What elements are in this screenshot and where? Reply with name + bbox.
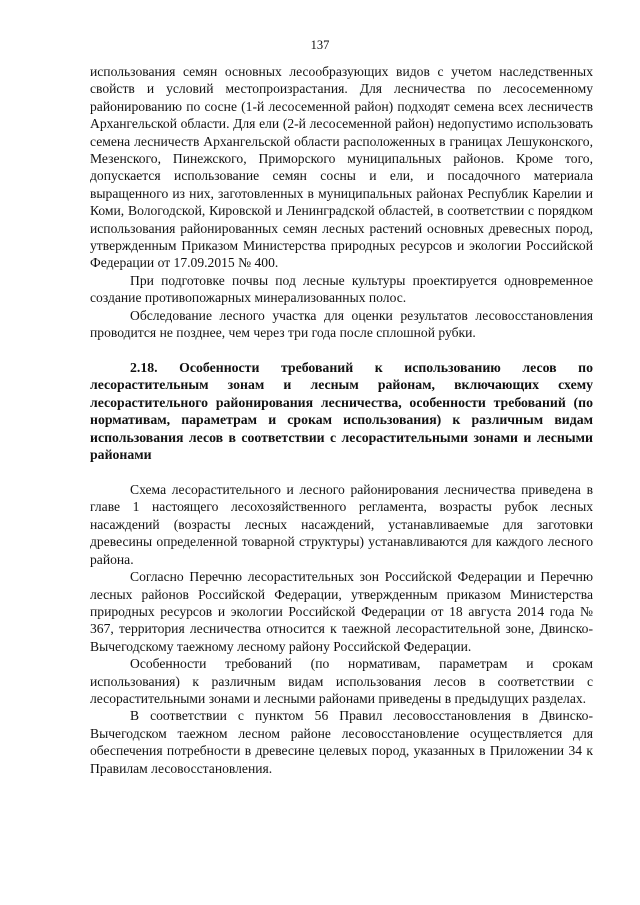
paragraph: Особенности требований (по нормативам, параметрам и срокам использования) к различным видам использования лесов в соответствии с лесорастительными зонами и лесными районами приведены в предыдущих разделах. xyxy=(90,656,593,706)
paragraph: В соответствии с пунктом 56 Правил лесовосстановления в Двинско-Вычегодском таежном лесном районе лесовосстановление осуществляется для обеспечения потребности в древесине целевых пород, указанных в Приложении 34 к Правилам лесовосстановления. xyxy=(90,708,593,776)
page-number: 137 xyxy=(310,38,330,52)
paragraph: При подготовке почвы под лесные культуры проектируется одновременное создание противопожарных минерализованных полос. xyxy=(90,272,593,306)
paragraph: Обследование лесного участка для оценки результатов лесовосстановления проводится не позднее, чем через три года после сплошной рубки. xyxy=(90,307,593,341)
paragraph: использования семян основных лесообразующих видов с учетом наследственных свойств и условий местопроизрастания. Для лесничества по лесосеменному районированию по сосне (1-й лесосеменной район) подходят семена всех лесничеств Архангельской области. Для ели (2-й лесосеменной район) недопустимо использовать семена лесничеств Архангельской области расположенных в границах Лешуконского, Мезенского, Пинежского, Приморского муниципальных районов. Кроме того, допускается использование семян сосны и ели, и посадочного материала выращенного из них, заготовленных в муниципальных районах Республик Карелии и Коми, Вологодской, Кировской и Ленинградской областей, в соответствии с порядком использования районированных семян лесных растений основных древесных пород, утвержденным Приказом Министерства природных ресурсов и экологии Российской Федерации от 17.09.2015 № 400. xyxy=(90,64,593,271)
page-content xyxy=(90,63,593,777)
paragraph: Согласно Перечню лесорастительных зон Российской Федерации и Перечню лесных районов Российской Федерации, утвержденным приказом Министерства природных ресурсов и экологии Российской Федерации от 18 августа 2014 года № 367, территория лесничества относится к таежной лесорастительной зоне, Двинско-Вычегодскому таежному лесному району Российской Федерации. xyxy=(90,569,593,654)
paragraph: Схема лесорастительного и лесного районирования лесничества приведена в главе 1 настоящего лесохозяйственного регламента, возрасты рубок лесных насаждений (возрасты лесных насаждений, устанавливаемые для заготовки древесины определенной товарной структуры) устанавливаются для каждого лесного района. xyxy=(90,482,593,567)
section-heading: 2.18. Особенности требований к использованию лесов по лесорастительным зонам и лесным районам, включающих схему лесорастительного районирования лесничества, особенности требований (по нормативам, параметрам и срокам использования) к различным видам использования лесов в соответствии с лесорастительными зонами и лесными районами xyxy=(90,359,593,463)
